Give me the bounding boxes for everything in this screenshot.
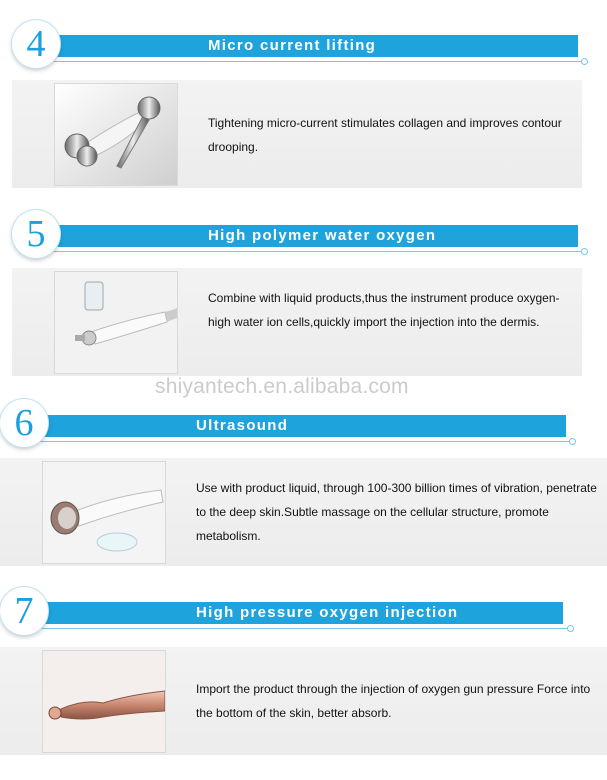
section-micro-current — [0, 0, 607, 195]
section-oxygen-injection — [0, 585, 607, 780]
oxygen-gun-icon — [42, 650, 166, 753]
header-rule — [28, 441, 570, 442]
micro-current-roller-icon — [54, 83, 178, 186]
section-number: 7 — [14, 590, 34, 632]
section-description: Combine with liquid products,thus the instrument produce oxygen-high water ion cells,quickly import the injection into the dermis. — [208, 291, 560, 329]
water-oxygen-handpiece-icon — [54, 271, 178, 374]
header-rule — [28, 628, 568, 629]
section-description: Tightening micro-current stimulates collagen and improves contour drooping. — [208, 116, 562, 154]
number-badge — [0, 399, 48, 447]
section-title: High pressure oxygen injection — [196, 604, 459, 621]
number-badge — [0, 587, 48, 635]
rule-end-dot — [569, 438, 576, 445]
rule-end-dot — [567, 625, 574, 632]
number-badge — [12, 20, 60, 68]
section-number: 4 — [26, 23, 46, 65]
section-title: Ultrasound — [196, 417, 289, 434]
section-title: Micro current lifting — [208, 37, 377, 54]
header-rule — [40, 251, 582, 252]
section-description: Use with product liquid, through 100-300 billion times of vibration, penetrate to the deep skin.Subtle massage on the cellular structure, promote metabolism. — [196, 481, 597, 543]
section-number: 6 — [14, 402, 34, 444]
section-header — [0, 585, 607, 645]
section-header — [0, 205, 607, 265]
watermark: shiyantech.en.alibaba.com — [155, 375, 409, 398]
content-panel — [0, 458, 607, 566]
section-ultrasound — [0, 395, 607, 575]
content-panel — [0, 647, 607, 755]
section-header — [0, 0, 607, 65]
content-panel — [12, 80, 582, 188]
title-bar — [40, 225, 578, 247]
content-panel — [12, 268, 582, 376]
ultrasound-handpiece-icon — [42, 461, 166, 564]
section-water-oxygen — [0, 205, 607, 385]
title-bar — [40, 35, 578, 57]
section-description: Import the product through the injection of oxygen gun pressure Force into the bottom of the skin, better absorb. — [196, 682, 591, 720]
rule-end-dot — [581, 58, 588, 65]
title-bar — [28, 602, 563, 624]
header-rule — [40, 61, 582, 62]
section-header — [0, 395, 607, 455]
rule-end-dot — [581, 248, 588, 255]
number-badge — [12, 210, 60, 258]
title-bar — [28, 415, 566, 437]
section-title: High polymer water oxygen — [208, 227, 437, 244]
section-number: 5 — [26, 213, 46, 255]
